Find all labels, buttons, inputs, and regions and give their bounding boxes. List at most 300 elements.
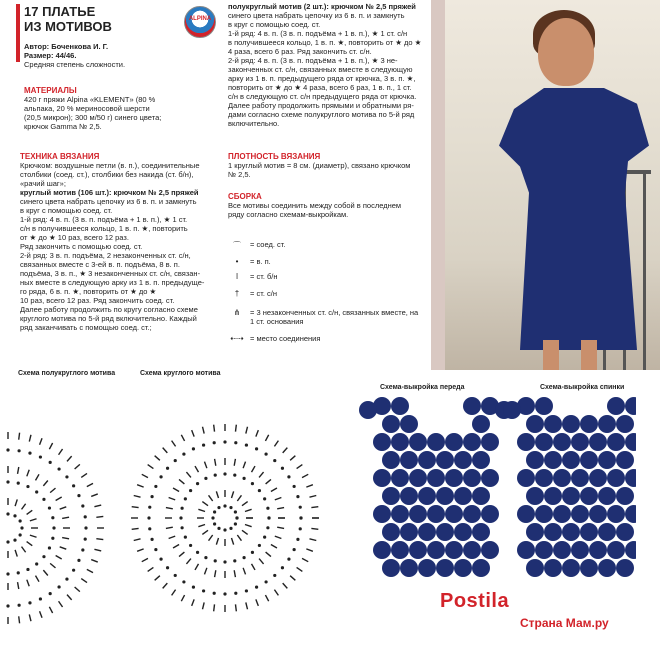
chain-dot	[72, 484, 75, 487]
stitch-mark	[56, 556, 62, 560]
stitch-mark	[75, 587, 80, 592]
info-block	[24, 42, 224, 69]
semi-line: 1-й ряд: 4 в. п. (3 в. п. подъёма + 1 в. п.), ★ 1 ст. с/н	[228, 29, 408, 38]
stitch-mark	[265, 435, 268, 441]
stitch-mark	[137, 485, 144, 487]
stitch-mark	[27, 542, 33, 546]
stitch-mark	[22, 504, 26, 510]
legend-item	[228, 272, 428, 281]
motif-circle	[526, 523, 544, 541]
stitch-mark	[203, 602, 205, 609]
stitch-mark	[179, 552, 184, 556]
chain-dot	[81, 548, 84, 551]
motif-circle	[373, 505, 391, 523]
semi-line: 2-й ряд: 4 в. п. (3 в. п. подъёма + 1 в. п.), ★ 3 не-	[228, 56, 398, 65]
semi-line: с/н в следующую ст. с/н предыдущего ряда от крючка.	[228, 92, 417, 101]
chain-dot	[150, 495, 153, 498]
legend-symbol: ⌒	[233, 241, 241, 250]
chain-dot	[204, 477, 207, 480]
motif-circle	[463, 469, 481, 487]
stitch-mark	[234, 459, 235, 466]
stitch-mark	[87, 569, 93, 572]
motif-circle	[616, 559, 634, 577]
materials-line: (20,5 микрон); 300 м/50 г) синего цвета;	[24, 113, 162, 122]
chain-dot	[182, 452, 185, 455]
motif-circle	[427, 469, 445, 487]
semi-line: синего цвета набрать цепочку из 6 в. п. и замкнуть	[228, 11, 405, 20]
motif-circle	[391, 469, 409, 487]
chain-dot	[159, 475, 162, 478]
motif-circle	[472, 559, 490, 577]
stitch-mark	[275, 497, 282, 499]
stitch-mark	[204, 462, 206, 469]
stitch-mark	[309, 496, 316, 498]
title-line2: ИЗ МОТИВОВ	[24, 19, 112, 34]
stitch-mark	[214, 425, 215, 432]
chain-dot	[245, 589, 248, 592]
chain-dot	[39, 455, 42, 458]
stitch-mark	[22, 547, 26, 553]
chain-dot	[6, 480, 9, 483]
chain-dot	[264, 580, 267, 583]
stitch-mark	[309, 539, 316, 541]
motif-circle	[400, 415, 418, 433]
front-schematic	[359, 397, 513, 577]
chain-dot	[192, 447, 195, 450]
chain-dot	[202, 589, 205, 592]
stitch-mark	[235, 604, 236, 611]
stitch-mark	[60, 547, 67, 549]
motif-circle	[571, 469, 589, 487]
motif-circle	[598, 523, 616, 541]
motif-circle	[391, 505, 409, 523]
stitch-mark	[15, 499, 17, 506]
technique-line: 2-й ряд: 3 в. п. подъёма, 2 незаконченных ст. с/н,	[20, 251, 191, 260]
chain-dot	[267, 516, 270, 519]
chain-dot	[150, 538, 153, 541]
chain-dot	[281, 566, 284, 569]
motif-circle	[454, 559, 472, 577]
model-leg	[581, 340, 597, 370]
semi-line: 4 раза, всего 6 раз. Ряд закончить ст. с/н.	[228, 47, 372, 56]
motif-circle	[481, 541, 499, 559]
stitch-mark	[274, 590, 278, 596]
stitch-mark	[94, 505, 101, 507]
chain-dot	[166, 566, 169, 569]
stitch-mark	[134, 496, 141, 498]
stitch-mark	[169, 497, 176, 499]
stitch-mark	[132, 507, 139, 508]
motif-dress	[499, 88, 649, 350]
motif-circle	[382, 487, 400, 505]
motif-circle	[625, 469, 636, 487]
stitch-mark	[19, 433, 20, 440]
technique-line: круглого мотива по 5-й ряд включительно. Каждый	[20, 314, 197, 323]
chain-dot	[57, 585, 60, 588]
motif-circle	[589, 505, 607, 523]
motif-circle	[526, 451, 544, 469]
stitch-mark	[29, 435, 31, 442]
alpina-logo	[184, 6, 216, 38]
stitch-mark	[59, 449, 63, 455]
legend-label: = 3 незаконченных ст. с/н, связанных вместе, на 1 ст. основания	[250, 308, 419, 326]
technique-line: с/н в получившееся кольцо, 1 в. п. ★, повторить	[20, 224, 188, 233]
stitch-mark	[266, 552, 271, 556]
motif-circle	[445, 505, 463, 523]
motif-circle	[427, 505, 445, 523]
chain-dot	[245, 443, 248, 446]
stitch-mark	[214, 604, 215, 611]
semi-motif-chart	[6, 432, 104, 624]
title-line1: ПЛАТЬЕ	[42, 4, 96, 19]
stitch-mark	[246, 427, 248, 434]
stitch-mark	[202, 530, 208, 534]
chain-dot	[223, 504, 226, 507]
motif-circle	[454, 451, 472, 469]
stitch-mark	[297, 567, 303, 571]
stitch-mark	[283, 448, 288, 453]
motif-circle	[544, 487, 562, 505]
motif-circle	[517, 505, 535, 523]
stitch-mark	[43, 570, 47, 575]
motif-circle	[418, 559, 436, 577]
stitch-mark	[36, 576, 40, 582]
chain-dot	[19, 519, 22, 522]
motif-circle	[607, 541, 625, 559]
chain-dot	[48, 546, 51, 549]
stitch-mark	[94, 549, 101, 551]
density-line: № 2,5.	[228, 170, 251, 179]
legend-item	[228, 308, 428, 326]
chain-dot	[39, 597, 42, 600]
assembly-line: Все мотивы соединить между собой в последнем	[228, 201, 402, 210]
front-pattern-title: Схема-выкройка переда	[380, 384, 465, 391]
motif-circle	[400, 523, 418, 541]
stitch-mark	[297, 465, 303, 469]
legend-label: = ст. б/н	[250, 272, 278, 281]
stitch-mark	[155, 456, 160, 461]
motif-circle	[409, 505, 427, 523]
stitch-mark	[209, 495, 213, 501]
motif-circle	[409, 469, 427, 487]
chain-dot	[28, 452, 31, 455]
motif-circle	[553, 541, 571, 559]
stitch-mark	[172, 441, 176, 447]
stitch-mark	[246, 602, 248, 609]
assembly-heading: СБОРКА	[228, 192, 262, 201]
chain-dot	[77, 559, 80, 562]
chain-dot	[266, 507, 269, 510]
motif-circle	[373, 541, 391, 559]
back-pattern-title: Схема-выкройка спинки	[540, 384, 625, 391]
legend-item	[228, 240, 428, 251]
motif-circle	[463, 397, 481, 415]
motif-circle	[517, 469, 535, 487]
semi-motif-section	[228, 2, 430, 128]
motif-circle	[391, 433, 409, 451]
chain-dot	[223, 472, 226, 475]
density-line: 1 круглый мотив = 8 см. (диаметр), связано крючком	[228, 161, 411, 170]
stitch-mark	[30, 535, 37, 537]
motif-circle	[400, 487, 418, 505]
stitch-mark	[231, 538, 233, 545]
size: Размер: 44/46.	[24, 51, 77, 60]
motif-circle	[463, 433, 481, 451]
stitch-mark	[148, 465, 154, 469]
chain-dot	[57, 467, 60, 470]
motif-circle	[373, 433, 391, 451]
stitch-mark	[252, 564, 256, 570]
motif-circle	[598, 415, 616, 433]
model-photo	[431, 0, 660, 370]
chain-dot	[273, 459, 276, 462]
chain-dot	[28, 601, 31, 604]
semi-line: полукруглый мотив (2 шт.): крючком № 2,5 пряжей	[228, 2, 416, 11]
motif-circle	[463, 541, 481, 559]
motif-circle	[580, 487, 598, 505]
stitch-mark	[43, 481, 47, 486]
stitch-mark	[242, 502, 248, 506]
crochet-charts	[0, 378, 350, 645]
motif-circle	[580, 559, 598, 577]
chain-dot	[182, 580, 185, 583]
chain-dot	[242, 556, 245, 559]
stitch-mark	[192, 430, 194, 437]
chain-dot	[19, 533, 22, 536]
chain-dot	[174, 574, 177, 577]
chain-dot	[189, 544, 192, 547]
stitch-mark	[311, 507, 318, 508]
stitch-mark	[15, 550, 17, 557]
motif-circle	[517, 541, 535, 559]
stitch-mark	[215, 459, 216, 466]
stitch-mark	[19, 616, 20, 623]
stitch-mark	[49, 443, 52, 449]
motif-circle	[400, 451, 418, 469]
stitch-mark	[256, 599, 258, 606]
motif-circle	[616, 487, 634, 505]
motif-circle	[481, 505, 499, 523]
materials-heading: МАТЕРИАЛЫ	[24, 86, 77, 95]
stitch-mark	[62, 538, 69, 539]
legend-label: = соед. ст.	[250, 240, 286, 249]
stitch-mark	[134, 539, 141, 541]
chain-dot	[181, 526, 184, 529]
chain-dot	[189, 489, 192, 492]
stitch-mark	[234, 570, 235, 577]
semi-line: дами согласно схеме полукруглого мотива по 5-й ряд	[228, 110, 415, 119]
stitch-mark	[283, 583, 288, 588]
stitch-mark	[195, 466, 199, 472]
motif-circle	[418, 487, 436, 505]
stitch-mark	[186, 559, 190, 564]
motif-circle	[436, 487, 454, 505]
motif-circle	[382, 451, 400, 469]
stitch-mark	[306, 549, 313, 551]
chain-dot	[51, 537, 54, 540]
chain-dot	[17, 571, 20, 574]
chain-dot	[184, 497, 187, 500]
chain-dot	[251, 482, 254, 485]
chain-dot	[229, 506, 232, 509]
chain-dot	[196, 551, 199, 554]
motif-circle	[418, 451, 436, 469]
motif-circle	[463, 505, 481, 523]
motif-circle	[436, 451, 454, 469]
stitch-mark	[155, 576, 160, 581]
motif-circle	[535, 505, 553, 523]
chain-dot	[35, 490, 38, 493]
stitch-mark	[266, 479, 271, 483]
stitch-mark	[96, 539, 103, 540]
motif-circle	[436, 523, 454, 541]
motif-circle	[562, 451, 580, 469]
legend-item	[228, 289, 428, 298]
chain-dot	[281, 467, 284, 470]
stitch-mark	[50, 563, 55, 567]
stitch-mark	[277, 527, 284, 528]
stitch-mark	[18, 467, 19, 474]
motif-circle	[589, 469, 607, 487]
chain-dot	[296, 495, 299, 498]
motif-circle	[481, 469, 499, 487]
technique-line: столбики (соед. ст.), столбики без накида (ст. б/н),	[20, 170, 194, 179]
chain-dot	[229, 527, 232, 530]
chain-dot	[147, 516, 150, 519]
stitch-mark	[243, 568, 245, 575]
chain-dot	[234, 592, 237, 595]
motif-circle	[436, 559, 454, 577]
stitch-mark	[172, 590, 176, 596]
stitch-mark	[59, 601, 63, 607]
motif-circle	[625, 433, 636, 451]
stitch-mark	[18, 582, 19, 589]
density-heading: ПЛОТНОСТЬ ВЯЗАНИЯ	[228, 152, 321, 161]
stitch-mark	[67, 595, 72, 600]
motif-circle	[580, 523, 598, 541]
chain-dot	[192, 586, 195, 589]
stitch-mark	[192, 599, 194, 606]
stitch-mark	[163, 583, 168, 588]
stitch-mark	[181, 595, 184, 601]
chain-dot	[13, 539, 16, 542]
legend-label: = ст. с/н	[250, 289, 277, 298]
motif-circle	[472, 415, 490, 433]
motif-circle	[625, 505, 636, 523]
semi-line: включительно.	[228, 119, 280, 128]
chain-dot	[235, 516, 238, 519]
chain-dot	[255, 586, 258, 589]
chain-dot	[6, 512, 9, 515]
motif-circle	[607, 397, 625, 415]
chain-dot	[223, 528, 226, 531]
chain-dot	[51, 516, 54, 519]
stitch-mark	[195, 564, 199, 570]
motif-circle	[580, 415, 598, 433]
model-leg	[543, 340, 559, 370]
motif-circle	[562, 415, 580, 433]
chain-dot	[148, 527, 151, 530]
chain-dot	[233, 559, 236, 562]
stitch-mark	[173, 488, 179, 492]
chain-dot	[258, 544, 261, 547]
stitch-mark	[277, 508, 284, 509]
chain-dot	[42, 555, 45, 558]
motif-circle	[544, 559, 562, 577]
chain-dot	[184, 535, 187, 538]
motif-circle	[445, 541, 463, 559]
stitch-mark	[137, 549, 144, 551]
pattern-number: 17	[24, 4, 39, 19]
stitch-mark	[274, 441, 278, 447]
round-diagram-title: Схема круглого мотива	[140, 370, 221, 377]
stitch-mark	[237, 535, 241, 541]
density-section	[228, 152, 430, 179]
motif-circle	[472, 487, 490, 505]
technique-line: Ряд закончить с помощью соед. ст.	[20, 242, 143, 251]
author: Автор: Боченкова И. Г.	[24, 42, 109, 51]
chain-dot	[26, 568, 29, 571]
stitch-mark	[50, 488, 55, 492]
semi-line: арку из 1 в. п. предыдущего ряда от крючка, 3 в. п. ★,	[228, 74, 416, 83]
chain-dot	[293, 485, 296, 488]
chain-dot	[258, 489, 261, 492]
technique-line: 1-й ряд: 4 в. п. (3 в. п. подъёма + 1 в. п.), ★ 1 ст.	[20, 215, 188, 224]
chain-dot	[84, 526, 87, 529]
stitch-mark	[306, 485, 313, 487]
stitch-mark	[27, 470, 29, 477]
stitch-mark	[49, 607, 52, 613]
stitch-mark	[186, 472, 190, 477]
stitch-mark	[198, 509, 205, 511]
motif-circle	[616, 451, 634, 469]
pattern-schematics	[356, 394, 636, 594]
chain-dot	[214, 474, 217, 477]
stitch-mark	[60, 507, 67, 509]
motif-circle	[562, 487, 580, 505]
chain-dot	[242, 477, 245, 480]
stitch-mark	[203, 427, 205, 434]
chain-dot	[181, 507, 184, 510]
chain-dot	[52, 526, 55, 529]
chain-dot	[299, 527, 302, 530]
motif-circle	[562, 559, 580, 577]
chain-dot	[214, 559, 217, 562]
chain-dot	[255, 447, 258, 450]
chain-dot	[17, 482, 20, 485]
technique-line: го ряда, 6 в. п. ★, повторить от ★ до ★	[20, 287, 157, 296]
stitch-mark	[81, 473, 87, 477]
motif-circle	[607, 433, 625, 451]
stitch-mark	[202, 502, 208, 506]
logo-text: ALPINA	[188, 16, 212, 22]
stitch-mark	[256, 430, 258, 437]
stitch-mark	[91, 560, 98, 562]
technique-line: ряд заканчивать с помощью соед. ст.;	[20, 323, 152, 332]
motif-circle	[589, 433, 607, 451]
chain-dot	[299, 516, 302, 519]
technique-line: подъёма, 3 в. п., ★ 3 незаконченных ст. с/н, связан-	[20, 269, 201, 278]
motif-circle	[571, 433, 589, 451]
motif-circle	[535, 397, 553, 415]
stitch-mark	[75, 464, 80, 469]
motif-circle	[472, 523, 490, 541]
chain-dot	[217, 527, 220, 530]
watermark-site: Страна Мам.ру	[520, 616, 609, 630]
chain-dot	[263, 535, 266, 538]
motif-circle	[625, 397, 636, 415]
motif-circle	[517, 433, 535, 451]
